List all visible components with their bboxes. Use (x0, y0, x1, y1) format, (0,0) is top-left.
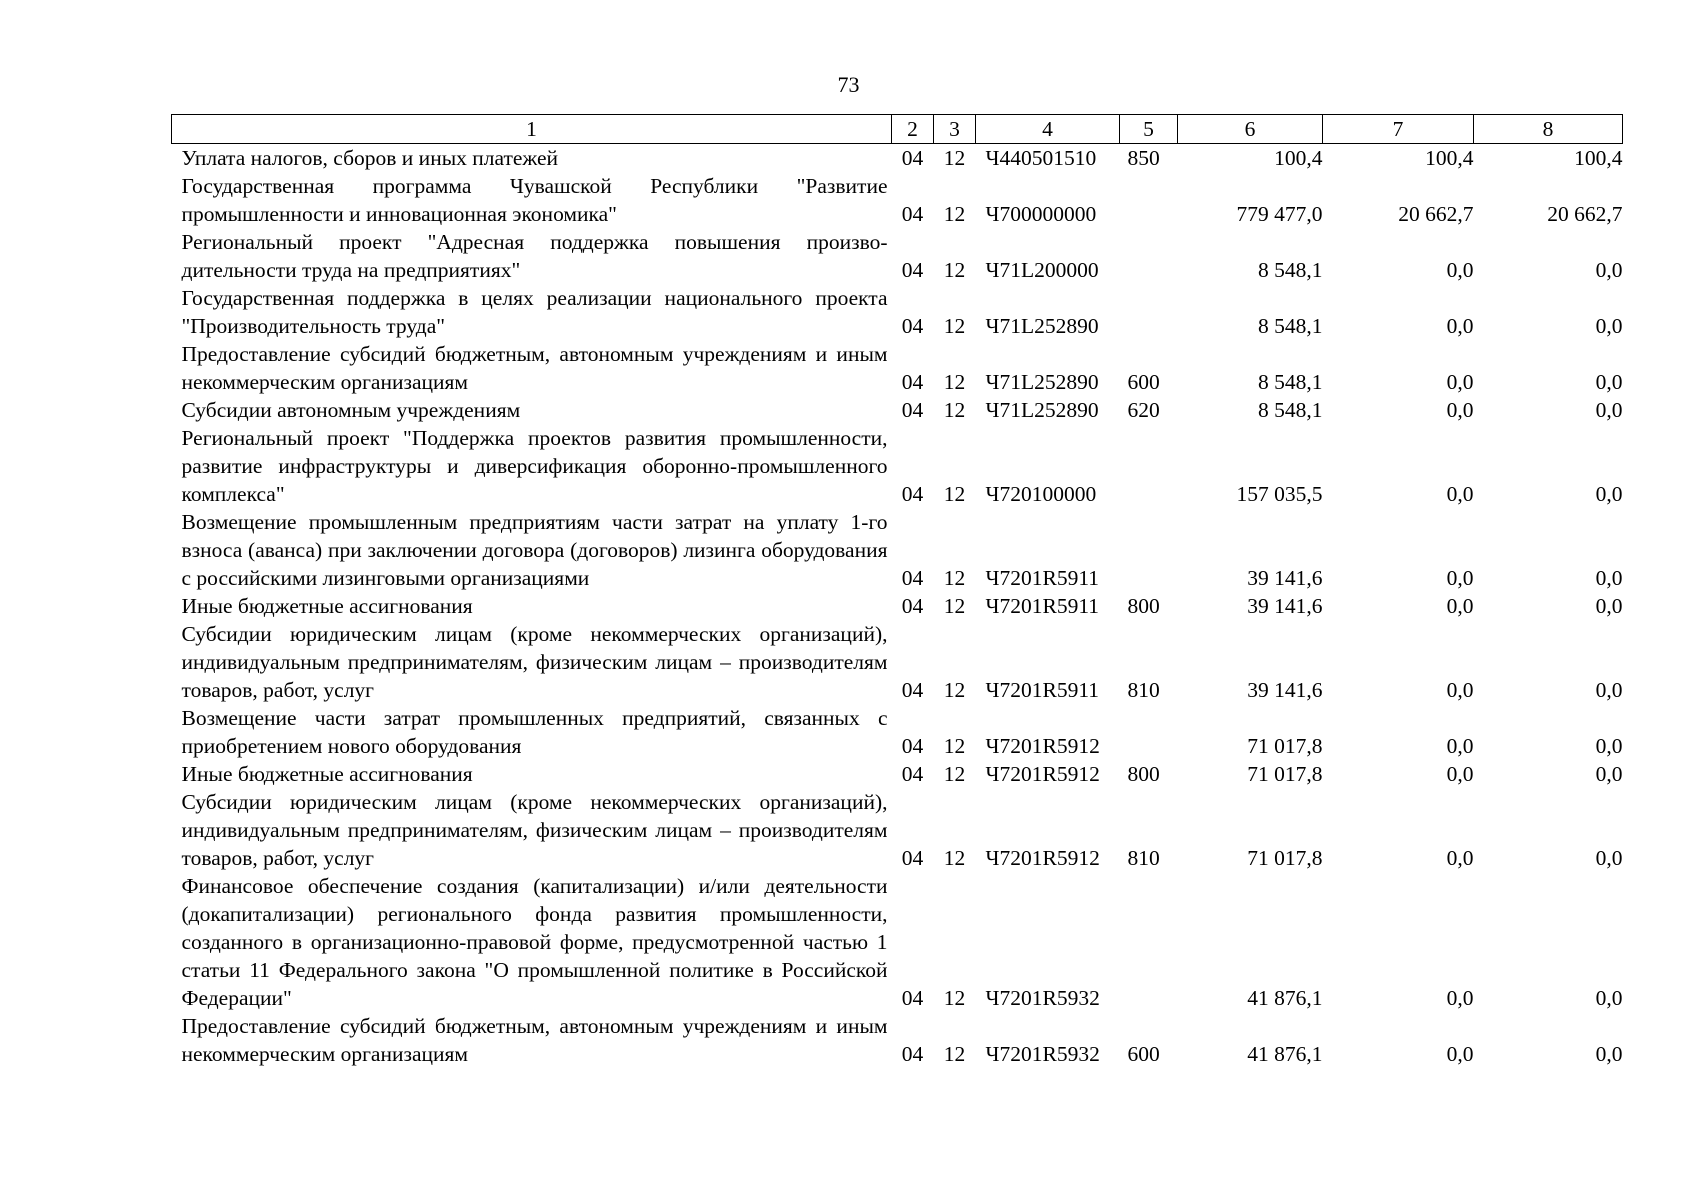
row-expense-type (1120, 704, 1178, 760)
row-value-col8: 0,0 (1595, 398, 1623, 422)
header-col-8: 8 (1474, 115, 1623, 144)
row-target-code: Ч7201R5911 (985, 678, 1100, 702)
row-value-col8: 0,0 (1595, 258, 1623, 282)
table-row (172, 788, 1623, 872)
row-expense-type (1120, 508, 1178, 592)
row-value-col6: 779 477,0 (1236, 202, 1323, 226)
table-row (172, 760, 1623, 788)
row-section: 04 (901, 594, 924, 618)
row-value-col6: 39 141,6 (1247, 594, 1323, 618)
row-section: 04 (901, 398, 924, 422)
row-subsection: 12 (943, 762, 966, 786)
row-value-col7: 0,0 (1446, 314, 1474, 338)
row-expense-type: 600 (1127, 1042, 1160, 1066)
row-expense-type (1120, 872, 1178, 1012)
row-subsection: 12 (943, 202, 966, 226)
row-value-col8: 0,0 (1595, 762, 1623, 786)
row-target-code: Ч7201R5912 (985, 846, 1100, 870)
row-subsection: 12 (943, 566, 966, 590)
row-expense-type: 620 (1127, 398, 1160, 422)
row-name: Иные бюджетные ассигнования (181, 762, 473, 786)
header-col-6: 6 (1178, 115, 1323, 144)
row-value-col7: 0,0 (1446, 370, 1474, 394)
row-name: Иные бюджетные ассигнования (181, 594, 473, 618)
row-value-col8: 0,0 (1595, 314, 1623, 338)
table-row (172, 508, 1623, 592)
row-value-col6: 71 017,8 (1247, 762, 1323, 786)
row-value-col8: 20 662,7 (1547, 202, 1623, 226)
row-subsection: 12 (943, 846, 966, 870)
row-value-col7: 100,4 (1425, 146, 1474, 170)
row-value-col7: 0,0 (1446, 762, 1474, 786)
table-row (172, 424, 1623, 508)
row-section: 04 (901, 370, 924, 394)
row-value-col7: 0,0 (1446, 594, 1474, 618)
row-value-col6: 157 035,5 (1236, 482, 1323, 506)
row-expense-type: 800 (1127, 762, 1160, 786)
table-row (172, 592, 1623, 620)
header-col-5: 5 (1120, 115, 1178, 144)
row-subsection: 12 (943, 734, 966, 758)
row-value-col7: 0,0 (1446, 482, 1474, 506)
row-expense-type: 810 (1127, 678, 1160, 702)
row-value-col8: 0,0 (1595, 566, 1623, 590)
row-target-code: Ч720100000 (985, 482, 1097, 506)
row-name: Государственная программа Чувашской Республики "Развитие промышленности и инновационная экономика" (181, 174, 888, 226)
row-value-col6: 100,4 (1274, 146, 1323, 170)
header-col-3: 3 (934, 115, 976, 144)
row-target-code: Ч71L252890 (985, 370, 1099, 394)
table-row (172, 620, 1623, 704)
row-section: 04 (901, 734, 924, 758)
row-value-col8: 0,0 (1595, 734, 1623, 758)
budget-table (171, 114, 1623, 1068)
row-section: 04 (901, 566, 924, 590)
row-section: 04 (901, 678, 924, 702)
row-value-col6: 71 017,8 (1247, 734, 1323, 758)
table-header (172, 115, 1623, 144)
row-target-code: Ч71L252890 (985, 314, 1099, 338)
row-expense-type (1120, 228, 1178, 284)
row-section: 04 (901, 1042, 924, 1066)
row-value-col6: 41 876,1 (1247, 986, 1323, 1010)
row-value-col7: 0,0 (1446, 678, 1474, 702)
row-target-code: Ч7201R5912 (985, 762, 1100, 786)
row-value-col6: 8 548,1 (1258, 258, 1323, 282)
row-value-col6: 8 548,1 (1258, 370, 1323, 394)
table-row (172, 228, 1623, 284)
row-value-col7: 0,0 (1446, 734, 1474, 758)
row-subsection: 12 (943, 258, 966, 282)
row-section: 04 (901, 482, 924, 506)
row-value-col8: 0,0 (1595, 986, 1623, 1010)
row-subsection: 12 (943, 398, 966, 422)
header-col-4: 4 (976, 115, 1120, 144)
row-value-col7: 20 662,7 (1398, 202, 1474, 226)
row-value-col6: 71 017,8 (1247, 846, 1323, 870)
row-subsection: 12 (943, 1042, 966, 1066)
row-value-col6: 39 141,6 (1247, 566, 1323, 590)
row-name: Субсидии юридическим лицам (кроме некоммерческих организаций), индивидуальным предпринимателям, физическим лицам – производителям товаров, работ, услуг (181, 622, 888, 702)
row-value-col6: 8 548,1 (1258, 314, 1323, 338)
row-target-code: Ч7201R5932 (985, 986, 1100, 1010)
row-expense-type: 800 (1127, 594, 1160, 618)
header-col-1: 1 (172, 115, 892, 144)
row-expense-type: 810 (1127, 846, 1160, 870)
row-expense-type: 600 (1127, 370, 1160, 394)
row-subsection: 12 (943, 482, 966, 506)
row-target-code: Ч7201R5932 (985, 1042, 1100, 1066)
row-expense-type: 850 (1127, 146, 1160, 170)
row-value-col7: 0,0 (1446, 398, 1474, 422)
row-section: 04 (901, 762, 924, 786)
row-value-col7: 0,0 (1446, 258, 1474, 282)
row-section: 04 (901, 314, 924, 338)
row-target-code: Ч7201R5911 (985, 594, 1100, 618)
row-value-col8: 0,0 (1595, 846, 1623, 870)
row-section: 04 (901, 258, 924, 282)
table-row (172, 872, 1623, 1012)
row-target-code: Ч7201R5912 (985, 734, 1100, 758)
row-name: Предоставление субсидий бюджетным, автономным учреждениям и иным некоммерческим организациям (181, 1014, 888, 1066)
row-target-code: Ч71L200000 (985, 258, 1099, 282)
row-subsection: 12 (943, 370, 966, 394)
row-value-col8: 0,0 (1595, 678, 1623, 702)
row-value-col7: 0,0 (1446, 566, 1474, 590)
row-name: Региональный проект "Поддержка проектов развития промышленности, развитие инфраструктуры и диверсификация оборонно-промышленного комплекса" (181, 426, 888, 506)
table-body (172, 144, 1623, 1069)
row-value-col8: 0,0 (1595, 370, 1623, 394)
row-target-code: Ч7201R5911 (985, 566, 1100, 590)
table-row (172, 172, 1623, 228)
row-value-col7: 0,0 (1446, 1042, 1474, 1066)
table-row (172, 1012, 1623, 1068)
row-section: 04 (901, 986, 924, 1010)
row-subsection: 12 (943, 678, 966, 702)
table-row (172, 340, 1623, 396)
row-name: Финансовое обеспечение создания (капитализации) и/или деятельности (докапитализации) регионального фонда развития промышленности, созданного в организационно-правовой форме, предусмотренной частью 1 статьи 11 Федерального закона "О промышленной политике в Российской Федерации" (181, 874, 888, 1010)
header-row (172, 115, 1623, 144)
table-row (172, 704, 1623, 760)
row-section: 04 (901, 202, 924, 226)
row-target-code: Ч440501510 (985, 146, 1097, 170)
row-name: Субсидии автономным учреждениям (181, 398, 521, 422)
row-subsection: 12 (943, 986, 966, 1010)
row-expense-type (1120, 284, 1178, 340)
row-expense-type (1120, 424, 1178, 508)
row-value-col8: 0,0 (1595, 594, 1623, 618)
row-name: Государственная поддержка в целях реализации национального проекта "Производительность труда" (181, 286, 888, 338)
table-row (172, 144, 1623, 173)
header-col-2: 2 (892, 115, 934, 144)
row-name: Возмещение части затрат промышленных предприятий, связанных с приобретением нового оборудования (181, 706, 888, 758)
row-section: 04 (901, 146, 924, 170)
header-col-7: 7 (1323, 115, 1474, 144)
row-value-col8: 100,4 (1574, 146, 1623, 170)
row-value-col7: 0,0 (1446, 986, 1474, 1010)
row-name: Региональный проект "Адресная поддержка повышения производительности труда на предприятиях" (181, 230, 888, 282)
row-value-col6: 39 141,6 (1247, 678, 1323, 702)
row-subsection: 12 (943, 594, 966, 618)
row-value-col8: 0,0 (1595, 1042, 1623, 1066)
row-expense-type (1120, 172, 1178, 228)
table-row (172, 396, 1623, 424)
row-target-code: Ч71L252890 (985, 398, 1099, 422)
row-name: Предоставление субсидий бюджетным, автономным учреждениям и иным некоммерческим организациям (181, 342, 888, 394)
row-value-col7: 0,0 (1446, 846, 1474, 870)
row-subsection: 12 (943, 314, 966, 338)
row-value-col6: 41 876,1 (1247, 1042, 1323, 1066)
row-name: Возмещение промышленным предприятиям части затрат на уплату 1-го взноса (аванса) при заключении договора (договоров) лизинга оборудования с российскими лизинговыми организациями (181, 510, 888, 590)
row-value-col8: 0,0 (1595, 482, 1623, 506)
page-number: 73 (837, 72, 860, 97)
row-name: Уплата налогов, сборов и иных платежей (181, 146, 559, 170)
row-name: Субсидии юридическим лицам (кроме некоммерческих организаций), индивидуальным предпринимателям, физическим лицам – производителям товаров, работ, услуг (181, 790, 888, 870)
table-row (172, 284, 1623, 340)
row-value-col6: 8 548,1 (1258, 398, 1323, 422)
row-target-code: Ч700000000 (985, 202, 1097, 226)
row-subsection: 12 (943, 146, 966, 170)
row-section: 04 (901, 846, 924, 870)
